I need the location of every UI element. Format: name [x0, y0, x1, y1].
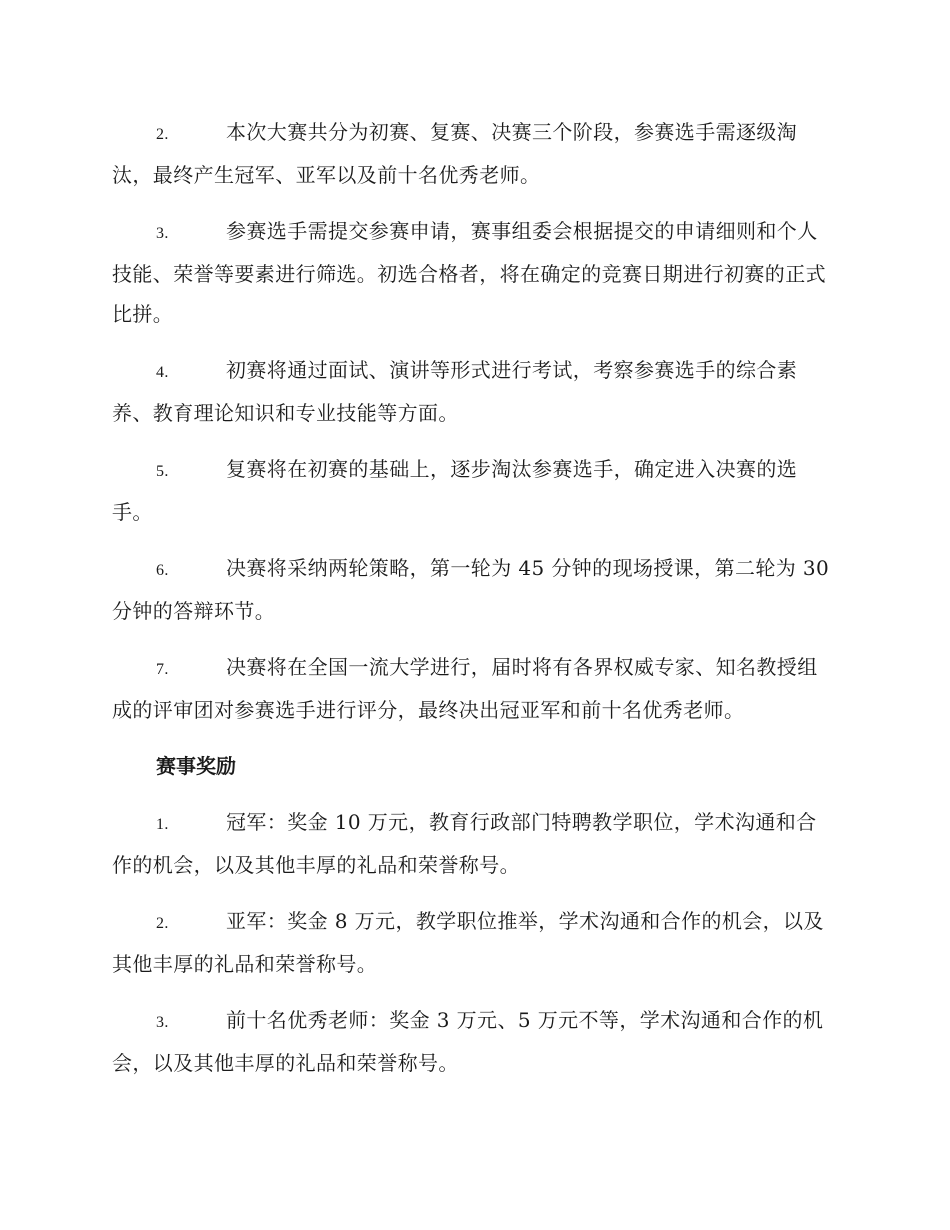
list-item — [112, 449, 834, 532]
item-text: 决赛将在全国一流大学进行，届时将有各界权威专家、知名教授组成的评审团对参赛选手进行评分，最终决出冠亚军和前十名优秀老师。 — [112, 655, 818, 722]
list-item — [112, 802, 834, 885]
item-number: 6. — [156, 562, 169, 579]
item-number: 4. — [156, 364, 169, 381]
list-item — [112, 211, 834, 334]
item-text: 本次大赛共分为初赛、复赛、决赛三个阶段，参赛选手需逐级淘汰，最终产生冠军、亚军以及前十名优秀老师。 — [112, 120, 798, 187]
list-item — [112, 548, 834, 631]
item-number: 3. — [156, 1014, 169, 1031]
item-text: 初赛将通过面试、演讲等形式进行考试，考察参赛选手的综合素养、教育理论知识和专业技能等方面。 — [112, 358, 798, 425]
item-number: 2. — [156, 126, 169, 143]
list-item — [112, 1000, 834, 1083]
item-number: 5. — [156, 463, 169, 480]
item-text: 亚军：奖金 8 万元，教学职位推举，学术沟通和合作的机会，以及其他丰厚的礼品和荣誉称号。 — [112, 909, 824, 976]
list-item — [112, 112, 834, 195]
item-text: 冠军：奖金 10 万元，教育行政部门特聘教学职位，学术沟通和合作的机会，以及其他丰厚的礼品和荣誉称号。 — [112, 810, 817, 877]
list-item — [112, 901, 834, 984]
item-number: 1. — [156, 816, 169, 833]
item-text: 前十名优秀老师：奖金 3 万元、5 万元不等，学术沟通和合作的机会，以及其他丰厚的礼品和荣誉称号。 — [112, 1008, 824, 1075]
document-page — [112, 112, 834, 1099]
item-text: 参赛选手需提交参赛申请，赛事组委会根据提交的申请细则和个人技能、荣誉等要素进行筛选。初选合格者，将在确定的竞赛日期进行初赛的正式比拼。 — [112, 219, 826, 326]
stages-list — [112, 112, 834, 730]
section-heading-rewards: 赛事奖励 — [156, 754, 236, 778]
item-number: 3. — [156, 225, 169, 242]
item-number: 2. — [156, 915, 169, 932]
rewards-list — [112, 802, 834, 1083]
item-text: 复赛将在初赛的基础上，逐步淘汰参赛选手，确定进入决赛的选手。 — [112, 457, 798, 524]
item-number: 7. — [156, 661, 169, 678]
item-text: 决赛将采纳两轮策略，第一轮为 45 分钟的现场授课，第二轮为 30 分钟的答辩环节。 — [112, 556, 830, 623]
list-item — [112, 350, 834, 433]
list-item — [112, 647, 834, 730]
